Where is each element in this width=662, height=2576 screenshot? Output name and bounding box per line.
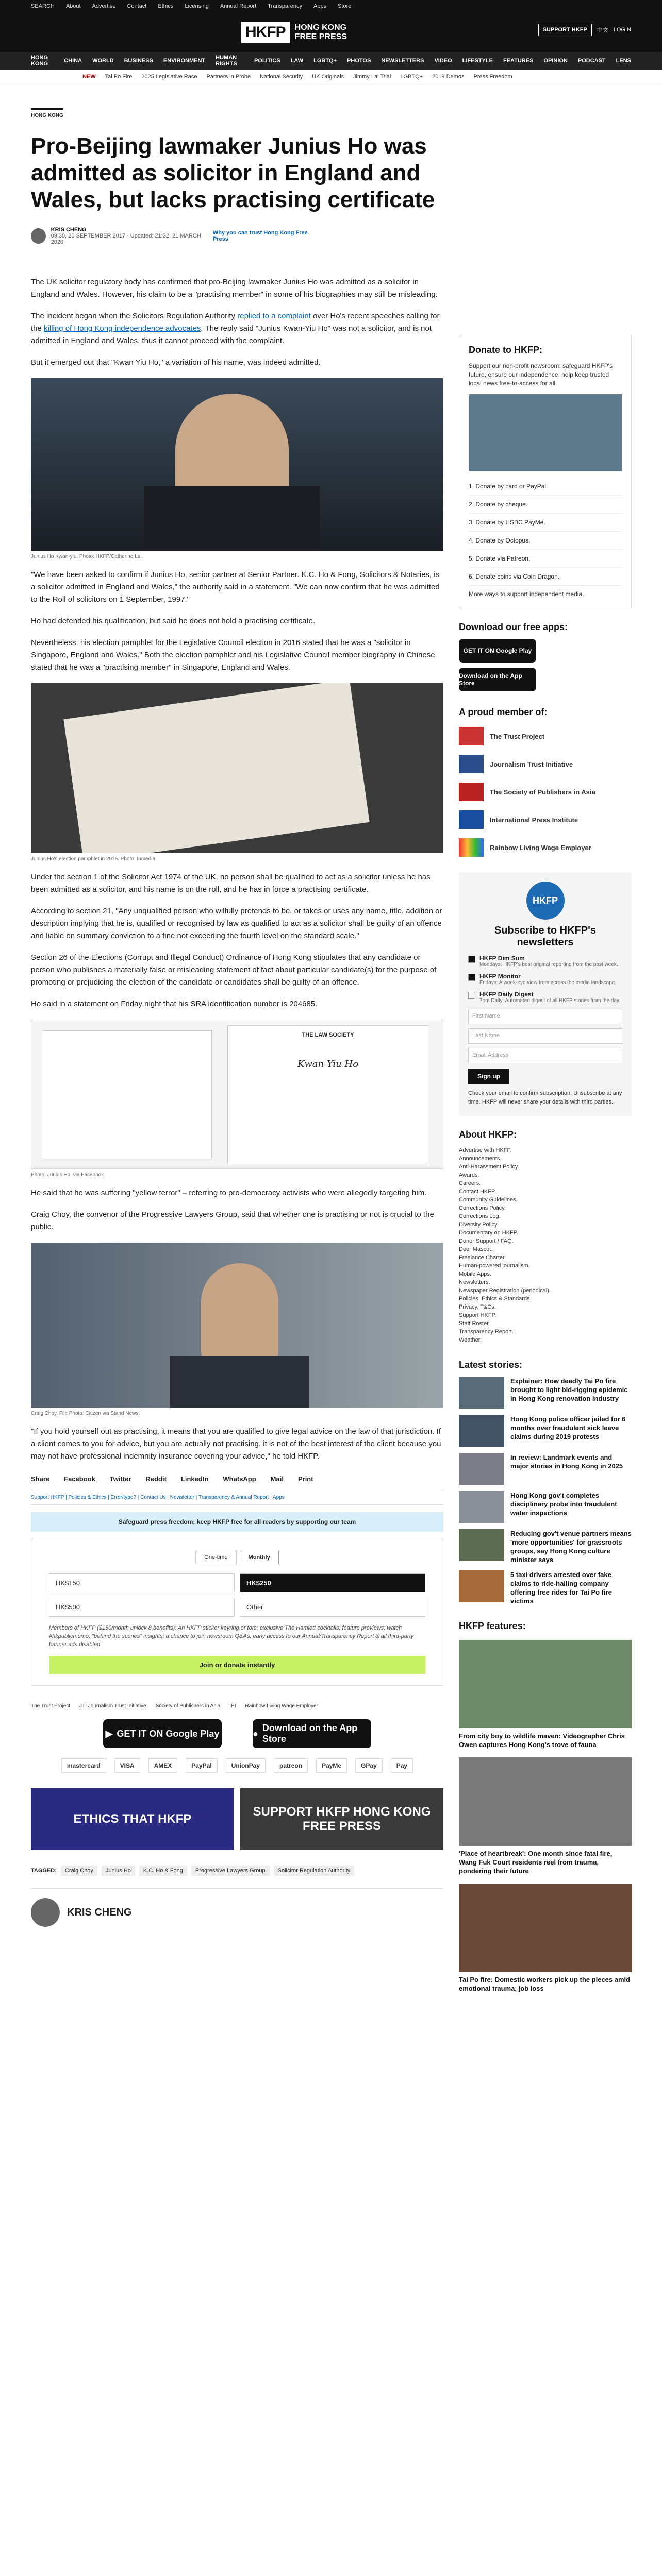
paragraph: Nevertheless, his election pamphlet for the Legislative Council election in 2016 stated that he was a "solicitor in Singapore, England and Wales." Both the election pamphlet and his Legislative Council member biography in Chinese stated that he was a "practising member" in Singapore, England and Wales. <box>31 638 435 672</box>
topbar-licensing[interactable]: Licensing <box>185 3 209 9</box>
member-label: The Trust Project <box>490 732 545 740</box>
latest-title: Latest stories: <box>459 1360 523 1370</box>
ethics-banner[interactable]: ETHICS THAT HKFP <box>31 1788 234 1850</box>
about-link[interactable]: Documentary on HKFP. <box>459 1230 518 1236</box>
checkbox-checked[interactable] <box>468 956 475 963</box>
about-link[interactable]: Newspaper Registration (periodical). <box>459 1287 551 1294</box>
topbar-search[interactable]: SEARCH <box>31 3 55 9</box>
paragraph: "We have been asked to confirm if Junius Ho, senior partner at Senior Partner. K.C. Ho & Fong, Solicitors & Notaries, is a solicitor admitted in England and Wales," the authority said in a statement. "We can now confirm that he was admitted to the Roll of solicitors on 1 September, 1997." <box>31 570 440 604</box>
about-link[interactable]: Human-powered journalism. <box>459 1263 530 1269</box>
member-logo[interactable] <box>459 810 632 829</box>
trending-item[interactable]: UK Originals <box>312 73 344 80</box>
trending-bar <box>0 70 662 83</box>
share-facebook[interactable]: Facebook <box>64 1475 95 1483</box>
about-link[interactable]: Staff Roster. <box>459 1320 490 1327</box>
app-store-label: Download on the App Store <box>262 1723 358 1744</box>
author-avatar <box>31 228 46 244</box>
about-link[interactable]: Donor Support / FAQ. <box>459 1238 514 1244</box>
amount-options <box>49 1573 425 1617</box>
more-ways-link[interactable]: More ways to support independent media. <box>469 590 584 598</box>
letter-shape <box>42 1030 212 1159</box>
topbar-contact[interactable]: Contact <box>127 3 147 9</box>
google-play-label: GET IT ON Google Play <box>117 1728 220 1739</box>
share-linkedin[interactable]: LinkedIn <box>180 1475 209 1483</box>
nav-item[interactable]: HONG KONG <box>31 55 48 67</box>
complaint-link[interactable]: replied to a complaint <box>237 312 311 320</box>
paragraph: He said that he was suffering "yellow terror" – referring to pro-democracy activists who were allegedly targeting him. <box>31 1189 427 1197</box>
tag[interactable]: K.C. Ho & Fong <box>139 1866 187 1876</box>
publish-date: 09:30, 20 SEPTEMBER 2017 <box>51 233 125 239</box>
apps-title: Download our free apps: <box>459 622 568 632</box>
trending-item[interactable]: Press Freedom <box>473 73 512 80</box>
topbar-ethics[interactable]: Ethics <box>158 3 174 9</box>
topbar-transparency[interactable]: Transparency <box>268 3 302 9</box>
share-mail[interactable]: Mail <box>270 1475 284 1483</box>
donate-image <box>469 394 622 471</box>
about-link[interactable]: Transparency Report. <box>459 1329 514 1335</box>
donate-widget <box>31 1539 443 1686</box>
feature-thumb <box>459 1884 632 1972</box>
member-logo[interactable] <box>459 838 632 857</box>
tab-monthly[interactable]: Monthly <box>240 1551 279 1564</box>
killing-link[interactable]: killing of Hong Kong independence advocates <box>44 324 201 333</box>
features-title: HKFP features: <box>459 1621 526 1631</box>
trending-item[interactable]: LGBTQ+ <box>400 73 423 80</box>
author-box <box>31 1888 443 1927</box>
trending-item[interactable]: Tai Po Fire <box>105 73 133 80</box>
story-thumb <box>459 1453 504 1485</box>
topbar-about[interactable]: About <box>65 3 81 9</box>
jti-icon <box>459 755 484 773</box>
nav-item[interactable]: PHOTOS <box>347 58 371 64</box>
paragraph: Ho had defended his qualification, but said he does not hold a practising certificate. <box>31 617 316 625</box>
trust-logo[interactable]: Society of Publishers in Asia <box>155 1703 221 1709</box>
story-title: Reducing gov't venue partners means 'more opportunities' for grassroots groups, say Hong Kong culture minister says <box>510 1530 632 1564</box>
logo-text <box>295 23 347 42</box>
text: . The reply said "Junius Kwan-Yiu Ho" was not a solicitor, and is not admitted in England and Wales, thus it cannot proceed with the complaint. <box>31 324 432 345</box>
payment-icon: UnionPay <box>226 1758 266 1773</box>
story-thumb <box>459 1415 504 1447</box>
member-logo[interactable] <box>459 727 632 745</box>
ipi-icon <box>459 810 484 829</box>
trending-item[interactable]: Partners in Probe <box>206 73 251 80</box>
certificate-name: Kwan Yiu Ho <box>297 1059 359 1070</box>
about-link[interactable]: Policies, Ethics & Standards. <box>459 1296 532 1302</box>
signup-button[interactable]: Sign up <box>468 1069 509 1084</box>
story-item[interactable] <box>459 1377 632 1409</box>
photo-craig-choy <box>31 1243 443 1408</box>
nav-item[interactable]: VIDEO <box>434 58 452 64</box>
paragraph: But it emerged out that "Kwan Yiu Ho," a variation of his name, was indeed admitted. <box>31 358 321 367</box>
about-link[interactable]: Mobile Apps. <box>459 1271 491 1277</box>
membership-note: Members of HKFP ($150/month unlock 8 benefits): An HKFP sticker keyring or tote; exclusive The Hamlett cocktails; feature previews; watch #hkpublicmemo; "behind the scenes" insights; a chance to join newsroom Q&As; early access to our Annual/Transparency Report & all third-party banner ads disabled. <box>49 1625 414 1648</box>
photo-caption: Junius Ho Kwan-yiu. Photo: HKFP/Catherine Lai. <box>31 554 143 560</box>
nav-item[interactable]: BUSINESS <box>124 58 153 64</box>
article-title: Pro-Beijing lawmaker Junius Ho was admitted as solicitor in England and Wales, but lacks practising certificate <box>31 133 435 212</box>
about-link[interactable]: Community Guidelines. <box>459 1197 518 1203</box>
about-link[interactable]: Corrections Policy. <box>459 1205 506 1211</box>
payment-icon: patreon <box>274 1758 308 1773</box>
utility-bar <box>0 0 662 12</box>
about-link[interactable]: Deer Mascot. <box>459 1246 493 1252</box>
feature-item[interactable] <box>459 1757 632 1875</box>
checkbox[interactable] <box>468 992 475 999</box>
site-logo[interactable] <box>241 22 347 43</box>
donate-option[interactable]: 3. Donate by HSBC PayMe. <box>469 514 622 532</box>
feature-title: 'Place of heartbreak': One month since fatal fire, Wang Fuk Court residents reel from trauma, pondering their future <box>459 1850 613 1875</box>
trending-item[interactable]: National Security <box>260 73 303 80</box>
certificate-shape <box>227 1025 428 1164</box>
member-label: The Society of Publishers in Asia <box>490 788 595 796</box>
trust-logo[interactable]: Rainbow Living Wage Employer <box>245 1703 318 1709</box>
payment-icon: PayMe <box>316 1758 347 1773</box>
sopa-icon <box>459 783 484 801</box>
story-thumb <box>459 1570 504 1602</box>
tag[interactable]: Progressive Lawyers Group <box>191 1866 270 1876</box>
text: over Ho's recent speeches calling for the <box>31 312 440 333</box>
about-link[interactable]: Careers. <box>459 1180 481 1187</box>
first-name-field[interactable]: First Name <box>468 1009 622 1024</box>
login-link[interactable]: LOGIN <box>613 27 631 33</box>
trust-project-icon <box>459 727 484 745</box>
app-stores <box>31 1719 443 1748</box>
nav-item[interactable]: FEATURES <box>503 58 534 64</box>
story-thumb <box>459 1491 504 1523</box>
trending-item[interactable]: Jimmy Lai Trial <box>353 73 391 80</box>
option-desc: Mondays: HKFP's best original reporting from the past week. <box>479 962 618 968</box>
donate-title: Donate to HKFP: <box>469 345 542 355</box>
photo-caption: Photo: Junius Ho, via Facebook. <box>31 1172 105 1178</box>
tags <box>31 1866 443 1876</box>
main-nav <box>0 52 662 70</box>
member-label: Journalism Trust Initiative <box>490 760 573 768</box>
payment-icon: AMEX <box>148 1758 178 1773</box>
promo-banners <box>31 1788 443 1850</box>
byline: KRIS CHENG 09:30, 20 SEPTEMBER 2017 · Updated: 21:32, 21 MARCH 2020 Why you can trust Hong Kong Free Press <box>31 227 443 245</box>
nav-item[interactable]: ENVIRONMENT <box>163 58 206 64</box>
newsletter-option[interactable] <box>468 973 622 986</box>
member-label: International Press Institute <box>490 816 578 824</box>
tab-one-time[interactable]: One-time <box>195 1551 236 1564</box>
nav-item[interactable]: HUMAN RIGHTS <box>216 55 237 67</box>
nav-item[interactable]: LENS <box>616 58 631 64</box>
trust-logo[interactable]: IPI <box>229 1703 236 1709</box>
option-desc: 7pm Daily: Automated digest of all HKFP stories from the day. <box>479 998 621 1004</box>
about-link[interactable]: Contact HKFP. <box>459 1189 496 1195</box>
logo-line1: HONG KONG <box>294 23 347 32</box>
donate-option[interactable]: 1. Donate by card or PayPal. <box>469 478 622 496</box>
story-item[interactable] <box>459 1529 632 1564</box>
author-name[interactable]: KRIS CHENG <box>51 227 87 233</box>
feature-title: Tai Po fire: Domestic workers pick up the pieces amid emotional trauma, job loss <box>459 1976 631 1992</box>
app-store-label: Download on the App Store <box>459 672 522 687</box>
paragraph: Craig Choy, the convenor of the Progressive Lawyers Group, said that whether one is practising or not is crucial to the public. <box>31 1210 434 1231</box>
tag[interactable]: Solicitor Regulation Authority <box>274 1866 355 1876</box>
tag[interactable]: Junius Ho <box>102 1866 135 1876</box>
about-link[interactable]: Newsletters. <box>459 1279 490 1285</box>
sidebar-google-play[interactable] <box>459 639 536 663</box>
language-link[interactable]: 中文 <box>597 27 608 33</box>
paragraph: Section 26 of the Elections (Corrupt and Illegal Conduct) Ordinance of Hong Kong stipulates that any candidate or person who publishes a materially false or misleading statement of fact about particular candidate(s) for the purpose of promoting or prejudicing the election of the candidate or candidates shall be guilty of an offence. <box>31 953 437 987</box>
member-logo[interactable] <box>459 755 632 773</box>
certificate-heading: THE LAW SOCIETY <box>302 1032 354 1038</box>
article-category[interactable]: HONG KONG <box>31 108 63 118</box>
about-link[interactable]: Diversity Policy. <box>459 1222 499 1228</box>
header-actions <box>538 24 631 36</box>
share-whatsapp[interactable]: WhatsApp <box>223 1475 256 1483</box>
story-title: In review: Landmark events and major stories in Hong Kong in 2025 <box>510 1453 623 1470</box>
about-link[interactable]: Announcements. <box>459 1156 502 1162</box>
paragraph: According to section 21, "Any unqualified person who wilfully pretends to be, or takes or uses any name, title, addition or description implying that he is, qualified or recognised by law as qualified to act as a solicitor shall be guilty of an offence and liable on summary conviction to a fine not exceeding the fourth level on the standard scale." <box>31 907 442 940</box>
photo-certificate <box>31 1020 443 1169</box>
text: The incident began when the Solicitors Regulation Authority <box>31 312 238 320</box>
trending-label: NEW <box>82 73 96 80</box>
payment-icon: VISA <box>114 1758 140 1773</box>
option-title: HKFP Daily Digest <box>479 991 534 998</box>
amount-option-selected[interactable]: HK$250 <box>240 1573 425 1592</box>
option-title: HKFP Monitor <box>479 973 521 980</box>
nav-item[interactable]: PODCAST <box>577 58 606 64</box>
footer-links[interactable]: Support HKFP | Policies & Ethics | Error/typo? | Contact Us | Newsletter | Transparency & Annual Report | Apps <box>31 1490 443 1505</box>
nav-item[interactable]: WORLD <box>92 58 114 64</box>
newsletter-option[interactable] <box>468 991 622 1004</box>
about-link[interactable]: Support HKFP. <box>459 1312 496 1318</box>
support-hkfp-banner[interactable]: SUPPORT HKFP HONG KONG FREE PRESS <box>240 1788 443 1850</box>
paragraph: Ho said in a statement on Friday night that his SRA identification number is 204685. <box>31 999 318 1008</box>
trust-logo[interactable]: The Trust Project <box>31 1703 71 1709</box>
paragraph: Under the section 1 of the Solicitor Act 1974 of the UK, no person shall be qualified to act as a solicitor unless he has been admitted as a solicitor, and his name is on the roll, and he has in force a practising certificate. <box>31 873 431 894</box>
about-link[interactable]: Corrections Log. <box>459 1213 501 1219</box>
trust-logo[interactable]: JTI Journalism Trust Initiative <box>79 1703 146 1709</box>
donate-list <box>469 478 622 586</box>
donate-box <box>459 335 632 608</box>
donate-option[interactable]: 5. Donate via Patreon. <box>469 550 622 568</box>
google-play-label: GET IT ON Google Play <box>463 647 532 654</box>
paragraph <box>31 310 443 347</box>
about-link[interactable]: Weather. <box>459 1337 482 1343</box>
nav-item[interactable]: NEWSLETTERS <box>381 58 424 64</box>
donate-option[interactable]: 2. Donate by cheque. <box>469 496 622 514</box>
payment-icon: GPay <box>355 1758 383 1773</box>
last-name-field[interactable]: Last Name <box>468 1028 622 1044</box>
topbar-advertise[interactable]: Advertise <box>92 3 116 9</box>
pamphlet-shape <box>63 683 370 853</box>
member-logo[interactable] <box>459 783 632 801</box>
support-button[interactable]: SUPPORT HKFP <box>538 24 592 36</box>
story-thumb <box>459 1529 504 1561</box>
nav-item[interactable]: OPINION <box>543 58 568 64</box>
tag[interactable]: Craig Choy <box>61 1866 97 1876</box>
frequency-tabs <box>49 1551 425 1564</box>
nav-item[interactable]: LIFESTYLE <box>462 58 493 64</box>
option-desc: Fridays: A week-eye view from across the media landscape. <box>479 980 617 986</box>
nav-item[interactable]: CHINA <box>64 58 82 64</box>
story-item[interactable] <box>459 1453 632 1485</box>
tagged-label: TAGGED: <box>31 1868 57 1874</box>
share-label: Share <box>31 1475 50 1483</box>
paragraph: The UK solicitor regulatory body has confirmed that pro-Beijing lawmaker Junius Ho was admitted as a solicitor in England and Wales. However, his claim to be a "practising member" in some of his biographies may still be misleading. <box>31 278 438 299</box>
about-list <box>459 1146 632 1344</box>
share-twitter[interactable]: Twitter <box>109 1475 131 1483</box>
email-field[interactable]: Email Address <box>468 1048 622 1063</box>
payment-methods <box>31 1758 443 1773</box>
donate-text: Support our non-profit newsroom: safeguard HKFP's future, ensure our independence, help keep trusted local news free-to-access for all. <box>469 362 613 387</box>
topbar-apps[interactable]: Apps <box>313 3 327 9</box>
story-title: 5 taxi drivers arrested over fake claims to ride-hailing company offering free rides for Tai Po fire victims <box>510 1571 612 1605</box>
apple-icon: ● <box>253 1728 258 1739</box>
feature-thumb <box>459 1757 632 1846</box>
newsletter-option[interactable] <box>468 955 622 968</box>
google-play-button[interactable] <box>103 1719 222 1748</box>
about-link[interactable]: Privacy, T&Cs. <box>459 1304 496 1310</box>
join-button[interactable]: Join or donate instantly <box>49 1656 425 1674</box>
story-title: Hong Kong police officer jailed for 6 months over fraudulent sick leave claims during 2019 protests <box>510 1415 626 1440</box>
newsletter-badge: HKFP <box>526 882 565 920</box>
app-store-button[interactable] <box>253 1719 371 1748</box>
logo-line2: FREE PRESS <box>294 32 347 41</box>
payment-icon: PayPal <box>186 1758 217 1773</box>
updated-date: Updated: 21:32, 21 MARCH 2020 <box>51 233 201 245</box>
trust-logos <box>31 1703 443 1709</box>
nav-item[interactable]: LGBTQ+ <box>313 58 337 64</box>
share-print[interactable]: Print <box>297 1475 313 1483</box>
option-title: HKFP Dim Sum <box>479 955 525 962</box>
about-link[interactable]: Anti-Harassment Policy. <box>459 1164 519 1170</box>
nav-item[interactable]: POLITICS <box>254 58 280 64</box>
donate-option[interactable]: 6. Donate coins via Coin Dragon. <box>469 568 622 586</box>
share-reddit[interactable]: Reddit <box>145 1475 167 1483</box>
share-bar <box>31 1475 443 1483</box>
about-link[interactable]: Awards. <box>459 1172 479 1178</box>
amount-option[interactable]: HK$500 <box>49 1598 235 1617</box>
paragraph: "If you hold yourself out as practising, it means that you are qualified to give legal advice on the law of that jurisdiction. If a client comes to you for advice, but you are actually not practising, it is not of the best interest of the client because you may not have professional indemnity insurance covering your advice," he told HKFP. <box>31 1427 441 1461</box>
photo-junius-ho <box>31 378 443 551</box>
newsletter-title: Subscribe to HKFP's newsletters <box>494 925 596 948</box>
newsletter-note: Check your email to confirm subscription. Unsubscribe at any time. HKFP will never share your details with third parties. <box>468 1090 622 1105</box>
about-link[interactable]: Freelance Charter. <box>459 1255 506 1261</box>
checkbox-checked[interactable] <box>468 974 475 981</box>
story-item[interactable] <box>459 1491 632 1523</box>
logo-mark: HKFP <box>241 22 290 43</box>
about-title: About HKFP: <box>459 1129 517 1140</box>
author-box-name[interactable]: KRIS CHENG <box>67 1906 132 1918</box>
support-banner[interactable]: Safeguard press freedom; keep HKFP free for all readers by supporting our team <box>31 1512 443 1532</box>
trending-item[interactable]: 2025 Legislative Race <box>141 73 197 80</box>
donate-option[interactable]: 4. Donate by Octopus. <box>469 532 622 550</box>
suit-shape <box>144 486 320 551</box>
newsletter-box <box>459 872 632 1116</box>
sidebar-app-store[interactable] <box>459 668 536 691</box>
story-item[interactable] <box>459 1570 632 1605</box>
topbar-store[interactable]: Store <box>338 3 352 9</box>
payment-icon: mastercard <box>61 1758 106 1773</box>
photo-caption: Craig Choy. File Photo: Citizen via Stand News. <box>31 1411 140 1416</box>
photo-pamphlet <box>31 683 443 853</box>
play-icon: ▶ <box>105 1728 113 1739</box>
payment-icon: Pay <box>391 1758 413 1773</box>
sidebar <box>459 335 632 2001</box>
nav-item[interactable]: LAW <box>290 58 304 64</box>
photo-caption: Junius Ho's election pamphlet in 2016. Photo: Inmedia. <box>31 856 157 862</box>
rainbow-icon <box>459 838 484 857</box>
suit-shape <box>170 1356 309 1408</box>
trust-link[interactable]: Why you can trust Hong Kong Free Press <box>212 230 308 242</box>
about-link[interactable]: Advertise with HKFP. <box>459 1147 512 1154</box>
member-label: Rainbow Living Wage Employer <box>490 843 591 852</box>
author-avatar <box>31 1898 60 1927</box>
feature-thumb <box>459 1640 632 1728</box>
member-title: A proud member of: <box>459 707 548 717</box>
story-thumb <box>459 1377 504 1409</box>
feature-item[interactable] <box>459 1884 632 1993</box>
feature-title: From city boy to wildlife maven: Videographer Chris Owen captures Hong Kong's trove of fauna <box>459 1732 625 1749</box>
story-item[interactable] <box>459 1415 632 1447</box>
article <box>31 108 443 1927</box>
feature-item[interactable] <box>459 1640 632 1749</box>
topbar-annual-report[interactable]: Annual Report <box>220 3 257 9</box>
story-title: Hong Kong gov't completes disciplinary probe into fraudulent water inspections <box>510 1492 617 1517</box>
amount-option[interactable]: Other <box>240 1598 425 1617</box>
portrait-shape <box>201 1263 278 1366</box>
trending-item[interactable]: 2019 Demos <box>432 73 465 80</box>
site-header <box>0 12 662 70</box>
amount-option[interactable]: HK$150 <box>49 1573 235 1592</box>
story-title: Explainer: How deadly Tai Po fire brought to light bid-rigging epidemic in Hong Kong renovation industry <box>510 1377 628 1402</box>
